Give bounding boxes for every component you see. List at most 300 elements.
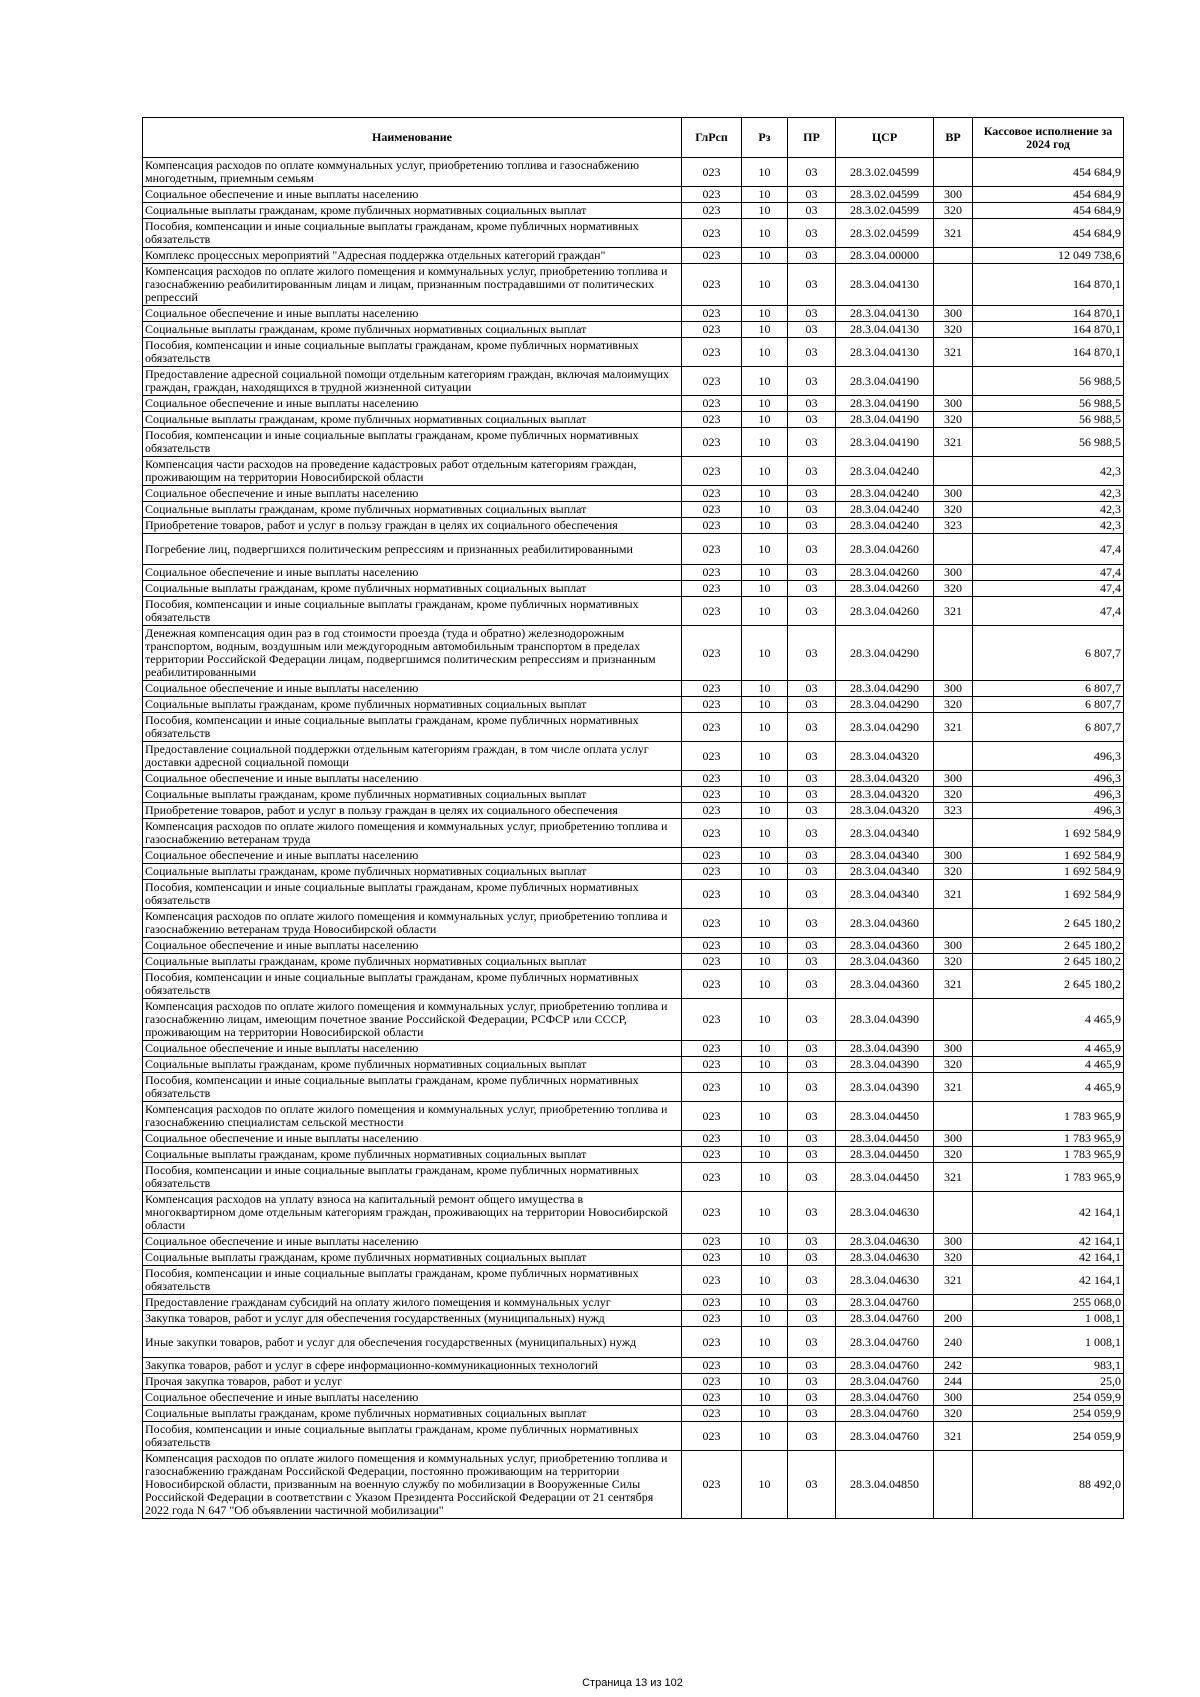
table-row bbox=[143, 970, 1124, 999]
csr-cell: 28.3.04.04450 bbox=[836, 1163, 934, 1192]
vr-cell: 240 bbox=[934, 1327, 973, 1358]
table-row bbox=[143, 1311, 1124, 1327]
glrsp-cell: 023 bbox=[682, 909, 742, 938]
vr-cell: 321 bbox=[934, 1073, 973, 1102]
glrsp-cell: 023 bbox=[682, 248, 742, 264]
glrsp-cell: 023 bbox=[682, 1374, 742, 1390]
amount-cell: 1 783 965,9 bbox=[973, 1131, 1124, 1147]
table-row bbox=[143, 1192, 1124, 1234]
glrsp-cell: 023 bbox=[682, 367, 742, 396]
table-row bbox=[143, 1266, 1124, 1295]
amount-cell: 1 692 584,9 bbox=[973, 848, 1124, 864]
glrsp-cell: 023 bbox=[682, 518, 742, 534]
table-row bbox=[143, 412, 1124, 428]
glrsp-cell: 023 bbox=[682, 1406, 742, 1422]
pr-cell: 03 bbox=[788, 1390, 836, 1406]
name-cell: Компенсация расходов по оплате жилого помещения и коммунальных услуг, приобретению топлива и газоснабжению гражданам Российской Федерации, постоянно проживающим на территории Новосибирской области, призванным на военную службу по мобилизации в Вооруженные Силы Российской Федерации в соответствии с Указом Президента Российской Федерации от 21 сентября 2022 года N 647 "Об объявлении частичной мобилизации" bbox=[143, 1451, 682, 1519]
csr-cell: 28.3.04.04240 bbox=[836, 457, 934, 486]
glrsp-cell: 023 bbox=[682, 626, 742, 681]
glrsp-cell: 023 bbox=[682, 864, 742, 880]
table-row bbox=[143, 909, 1124, 938]
csr-cell: 28.3.04.04290 bbox=[836, 626, 934, 681]
glrsp-cell: 023 bbox=[682, 396, 742, 412]
header-rz: Рз bbox=[742, 118, 788, 158]
name-cell: Социальные выплаты гражданам, кроме публичных нормативных социальных выплат bbox=[143, 203, 682, 219]
vr-cell: 320 bbox=[934, 1250, 973, 1266]
pr-cell: 03 bbox=[788, 187, 836, 203]
vr-cell: 321 bbox=[934, 1163, 973, 1192]
pr-cell: 03 bbox=[788, 219, 836, 248]
table-row bbox=[143, 697, 1124, 713]
glrsp-cell: 023 bbox=[682, 1192, 742, 1234]
rz-cell: 10 bbox=[742, 742, 788, 771]
table-row bbox=[143, 203, 1124, 219]
vr-cell: 320 bbox=[934, 1147, 973, 1163]
glrsp-cell: 023 bbox=[682, 457, 742, 486]
table-row bbox=[143, 771, 1124, 787]
glrsp-cell: 023 bbox=[682, 1073, 742, 1102]
csr-cell: 28.3.04.04290 bbox=[836, 713, 934, 742]
rz-cell: 10 bbox=[742, 954, 788, 970]
table-row bbox=[143, 1234, 1124, 1250]
vr-cell bbox=[934, 909, 973, 938]
rz-cell: 10 bbox=[742, 219, 788, 248]
name-cell: Социальное обеспечение и иные выплаты населению bbox=[143, 1390, 682, 1406]
name-cell: Социальное обеспечение и иные выплаты населению bbox=[143, 565, 682, 581]
pr-cell: 03 bbox=[788, 1234, 836, 1250]
name-cell: Социальное обеспечение и иные выплаты населению bbox=[143, 1131, 682, 1147]
name-cell: Социальное обеспечение и иные выплаты населению bbox=[143, 681, 682, 697]
rz-cell: 10 bbox=[742, 771, 788, 787]
rz-cell: 10 bbox=[742, 1374, 788, 1390]
csr-cell: 28.3.04.04340 bbox=[836, 880, 934, 909]
glrsp-cell: 023 bbox=[682, 1131, 742, 1147]
name-cell: Пособия, компенсации и иные социальные выплаты гражданам, кроме публичных нормативных обязательств bbox=[143, 1163, 682, 1192]
glrsp-cell: 023 bbox=[682, 742, 742, 771]
table-row bbox=[143, 322, 1124, 338]
vr-cell: 323 bbox=[934, 803, 973, 819]
pr-cell: 03 bbox=[788, 203, 836, 219]
table-row bbox=[143, 1147, 1124, 1163]
table-row bbox=[143, 848, 1124, 864]
header-amount: Кассовое исполнение за 2024 год bbox=[973, 118, 1124, 158]
rz-cell: 10 bbox=[742, 338, 788, 367]
csr-cell: 28.3.04.04290 bbox=[836, 697, 934, 713]
glrsp-cell: 023 bbox=[682, 219, 742, 248]
table-row bbox=[143, 565, 1124, 581]
rz-cell: 10 bbox=[742, 1358, 788, 1374]
vr-cell: 321 bbox=[934, 597, 973, 626]
rz-cell: 10 bbox=[742, 158, 788, 187]
amount-cell: 88 492,0 bbox=[973, 1451, 1124, 1519]
amount-cell: 164 870,1 bbox=[973, 338, 1124, 367]
name-cell: Закупка товаров, работ и услуг для обеспечения государственных (муниципальных) нужд bbox=[143, 1311, 682, 1327]
table-row bbox=[143, 954, 1124, 970]
name-cell: Компенсация расходов по оплате жилого помещения и коммунальных услуг, приобретению топлива и газоснабжению ветеранам труда Новосибирской области bbox=[143, 909, 682, 938]
csr-cell: 28.3.04.04760 bbox=[836, 1406, 934, 1422]
rz-cell: 10 bbox=[742, 248, 788, 264]
rz-cell: 10 bbox=[742, 322, 788, 338]
amount-cell: 42 164,1 bbox=[973, 1234, 1124, 1250]
pr-cell: 03 bbox=[788, 848, 836, 864]
amount-cell: 47,4 bbox=[973, 597, 1124, 626]
rz-cell: 10 bbox=[742, 1234, 788, 1250]
header-vr: ВР bbox=[934, 118, 973, 158]
glrsp-cell: 023 bbox=[682, 848, 742, 864]
name-cell: Приобретение товаров, работ и услуг в пользу граждан в целях их социального обеспечения bbox=[143, 518, 682, 534]
pr-cell: 03 bbox=[788, 742, 836, 771]
pr-cell: 03 bbox=[788, 864, 836, 880]
csr-cell: 28.3.04.04760 bbox=[836, 1422, 934, 1451]
vr-cell: 300 bbox=[934, 1234, 973, 1250]
table-row bbox=[143, 1073, 1124, 1102]
rz-cell: 10 bbox=[742, 864, 788, 880]
vr-cell: 321 bbox=[934, 713, 973, 742]
vr-cell: 320 bbox=[934, 581, 973, 597]
amount-cell: 42,3 bbox=[973, 502, 1124, 518]
rz-cell: 10 bbox=[742, 534, 788, 565]
table-row bbox=[143, 1250, 1124, 1266]
pr-cell: 03 bbox=[788, 486, 836, 502]
csr-cell: 28.3.04.04360 bbox=[836, 954, 934, 970]
rz-cell: 10 bbox=[742, 1422, 788, 1451]
csr-cell: 28.3.04.04290 bbox=[836, 681, 934, 697]
pr-cell: 03 bbox=[788, 803, 836, 819]
name-cell: Социальные выплаты гражданам, кроме публичных нормативных социальных выплат bbox=[143, 1250, 682, 1266]
name-cell: Пособия, компенсации и иные социальные выплаты гражданам, кроме публичных нормативных обязательств bbox=[143, 428, 682, 457]
glrsp-cell: 023 bbox=[682, 1163, 742, 1192]
table-row bbox=[143, 396, 1124, 412]
name-cell: Пособия, компенсации и иные социальные выплаты гражданам, кроме публичных нормативных обязательств bbox=[143, 219, 682, 248]
pr-cell: 03 bbox=[788, 1295, 836, 1311]
glrsp-cell: 023 bbox=[682, 1057, 742, 1073]
pr-cell: 03 bbox=[788, 1422, 836, 1451]
amount-cell: 2 645 180,2 bbox=[973, 909, 1124, 938]
vr-cell: 320 bbox=[934, 864, 973, 880]
vr-cell: 321 bbox=[934, 1422, 973, 1451]
amount-cell: 47,4 bbox=[973, 565, 1124, 581]
amount-cell: 1 783 965,9 bbox=[973, 1163, 1124, 1192]
name-cell: Предоставление адресной социальной помощи отдельным категориям граждан, включая малоимущих граждан, граждан, находящихся в трудной жизненной ситуации bbox=[143, 367, 682, 396]
vr-cell bbox=[934, 626, 973, 681]
glrsp-cell: 023 bbox=[682, 970, 742, 999]
name-cell: Социальное обеспечение и иные выплаты населению bbox=[143, 486, 682, 502]
amount-cell: 255 068,0 bbox=[973, 1295, 1124, 1311]
pr-cell: 03 bbox=[788, 1451, 836, 1519]
glrsp-cell: 023 bbox=[682, 1147, 742, 1163]
table-row bbox=[143, 158, 1124, 187]
amount-cell: 42 164,1 bbox=[973, 1250, 1124, 1266]
pr-cell: 03 bbox=[788, 681, 836, 697]
rz-cell: 10 bbox=[742, 518, 788, 534]
pr-cell: 03 bbox=[788, 1358, 836, 1374]
rz-cell: 10 bbox=[742, 803, 788, 819]
name-cell: Пособия, компенсации и иные социальные выплаты гражданам, кроме публичных нормативных обязательств bbox=[143, 1073, 682, 1102]
pr-cell: 03 bbox=[788, 412, 836, 428]
amount-cell: 2 645 180,2 bbox=[973, 938, 1124, 954]
csr-cell: 28.3.04.04240 bbox=[836, 518, 934, 534]
csr-cell: 28.3.04.04320 bbox=[836, 771, 934, 787]
table-row bbox=[143, 486, 1124, 502]
glrsp-cell: 023 bbox=[682, 322, 742, 338]
glrsp-cell: 023 bbox=[682, 999, 742, 1041]
vr-cell: 320 bbox=[934, 1406, 973, 1422]
vr-cell: 200 bbox=[934, 1311, 973, 1327]
amount-cell: 496,3 bbox=[973, 742, 1124, 771]
amount-cell: 454 684,9 bbox=[973, 158, 1124, 187]
amount-cell: 42 164,1 bbox=[973, 1266, 1124, 1295]
amount-cell: 1 692 584,9 bbox=[973, 819, 1124, 848]
csr-cell: 28.3.04.04360 bbox=[836, 938, 934, 954]
csr-cell: 28.3.04.04360 bbox=[836, 909, 934, 938]
rz-cell: 10 bbox=[742, 396, 788, 412]
csr-cell: 28.3.04.04190 bbox=[836, 412, 934, 428]
rz-cell: 10 bbox=[742, 938, 788, 954]
vr-cell: 300 bbox=[934, 938, 973, 954]
name-cell: Пособия, компенсации и иные социальные выплаты гражданам, кроме публичных нормативных обязательств bbox=[143, 1266, 682, 1295]
pr-cell: 03 bbox=[788, 880, 836, 909]
csr-cell: 28.3.04.04340 bbox=[836, 848, 934, 864]
name-cell: Компенсация расходов по оплате коммунальных услуг, приобретению топлива и газоснабжению многодетным, приемным семьям bbox=[143, 158, 682, 187]
csr-cell: 28.3.04.04450 bbox=[836, 1131, 934, 1147]
glrsp-cell: 023 bbox=[682, 681, 742, 697]
table-row bbox=[143, 713, 1124, 742]
csr-cell: 28.3.04.04760 bbox=[836, 1358, 934, 1374]
amount-cell: 983,1 bbox=[973, 1358, 1124, 1374]
vr-cell: 300 bbox=[934, 565, 973, 581]
pr-cell: 03 bbox=[788, 158, 836, 187]
amount-cell: 2 645 180,2 bbox=[973, 970, 1124, 999]
amount-cell: 496,3 bbox=[973, 771, 1124, 787]
csr-cell: 28.3.04.04630 bbox=[836, 1192, 934, 1234]
vr-cell: 321 bbox=[934, 428, 973, 457]
amount-cell: 1 692 584,9 bbox=[973, 880, 1124, 909]
vr-cell: 320 bbox=[934, 203, 973, 219]
glrsp-cell: 023 bbox=[682, 771, 742, 787]
amount-cell: 4 465,9 bbox=[973, 1041, 1124, 1057]
pr-cell: 03 bbox=[788, 1073, 836, 1102]
name-cell: Социальное обеспечение и иные выплаты населению bbox=[143, 1041, 682, 1057]
table-row bbox=[143, 1422, 1124, 1451]
name-cell: Социальные выплаты гражданам, кроме публичных нормативных социальных выплат bbox=[143, 502, 682, 518]
rz-cell: 10 bbox=[742, 697, 788, 713]
pr-cell: 03 bbox=[788, 1147, 836, 1163]
vr-cell bbox=[934, 1295, 973, 1311]
vr-cell bbox=[934, 1451, 973, 1519]
pr-cell: 03 bbox=[788, 1250, 836, 1266]
rz-cell: 10 bbox=[742, 1192, 788, 1234]
glrsp-cell: 023 bbox=[682, 1250, 742, 1266]
table-row bbox=[143, 803, 1124, 819]
amount-cell: 6 807,7 bbox=[973, 713, 1124, 742]
vr-cell: 320 bbox=[934, 787, 973, 803]
rz-cell: 10 bbox=[742, 1295, 788, 1311]
amount-cell: 47,4 bbox=[973, 581, 1124, 597]
csr-cell: 28.3.04.04360 bbox=[836, 970, 934, 999]
csr-cell: 28.3.04.04320 bbox=[836, 787, 934, 803]
amount-cell: 496,3 bbox=[973, 787, 1124, 803]
rz-cell: 10 bbox=[742, 1147, 788, 1163]
glrsp-cell: 023 bbox=[682, 502, 742, 518]
table-row bbox=[143, 502, 1124, 518]
name-cell: Социальные выплаты гражданам, кроме публичных нормативных социальных выплат bbox=[143, 1057, 682, 1073]
vr-cell: 300 bbox=[934, 187, 973, 203]
amount-cell: 1 008,1 bbox=[973, 1327, 1124, 1358]
vr-cell: 300 bbox=[934, 486, 973, 502]
rz-cell: 10 bbox=[742, 681, 788, 697]
csr-cell: 28.3.04.04340 bbox=[836, 819, 934, 848]
csr-cell: 28.3.02.04599 bbox=[836, 158, 934, 187]
table-row bbox=[143, 1406, 1124, 1422]
budget-execution-table bbox=[142, 117, 1124, 1519]
amount-cell: 56 988,5 bbox=[973, 367, 1124, 396]
csr-cell: 28.3.04.04190 bbox=[836, 367, 934, 396]
pr-cell: 03 bbox=[788, 1131, 836, 1147]
csr-cell: 28.3.04.04760 bbox=[836, 1295, 934, 1311]
name-cell: Денежная компенсация один раз в год стоимости проезда (туда и обратно) железнодорожным транспортом, водным, воздушным или междугородным автомобильным транспортом в пределах территории Российской Федерации лицам, подвергшимся политическим репрессиям и признанным реабилитированными bbox=[143, 626, 682, 681]
vr-cell: 321 bbox=[934, 880, 973, 909]
table-row bbox=[143, 428, 1124, 457]
vr-cell: 242 bbox=[934, 1358, 973, 1374]
rz-cell: 10 bbox=[742, 1327, 788, 1358]
table-row bbox=[143, 1131, 1124, 1147]
vr-cell bbox=[934, 999, 973, 1041]
glrsp-cell: 023 bbox=[682, 1390, 742, 1406]
rz-cell: 10 bbox=[742, 970, 788, 999]
csr-cell: 28.3.04.04190 bbox=[836, 428, 934, 457]
name-cell: Социальные выплаты гражданам, кроме публичных нормативных социальных выплат bbox=[143, 1147, 682, 1163]
rz-cell: 10 bbox=[742, 597, 788, 626]
rz-cell: 10 bbox=[742, 1250, 788, 1266]
rz-cell: 10 bbox=[742, 880, 788, 909]
csr-cell: 28.3.04.00000 bbox=[836, 248, 934, 264]
amount-cell: 42,3 bbox=[973, 486, 1124, 502]
glrsp-cell: 023 bbox=[682, 1102, 742, 1131]
vr-cell bbox=[934, 534, 973, 565]
rz-cell: 10 bbox=[742, 1102, 788, 1131]
header-name: Наименование bbox=[143, 118, 682, 158]
rz-cell: 10 bbox=[742, 1311, 788, 1327]
amount-cell: 496,3 bbox=[973, 803, 1124, 819]
rz-cell: 10 bbox=[742, 1057, 788, 1073]
amount-cell: 164 870,1 bbox=[973, 264, 1124, 306]
csr-cell: 28.3.04.04130 bbox=[836, 322, 934, 338]
pr-cell: 03 bbox=[788, 1102, 836, 1131]
csr-cell: 28.3.04.04130 bbox=[836, 306, 934, 322]
rz-cell: 10 bbox=[742, 457, 788, 486]
glrsp-cell: 023 bbox=[682, 880, 742, 909]
amount-cell: 12 049 738,6 bbox=[973, 248, 1124, 264]
table-row bbox=[143, 787, 1124, 803]
pr-cell: 03 bbox=[788, 1406, 836, 1422]
name-cell: Социальные выплаты гражданам, кроме публичных нормативных социальных выплат bbox=[143, 864, 682, 880]
page-number: Страница 13 из 102 bbox=[582, 1677, 683, 1689]
vr-cell: 320 bbox=[934, 697, 973, 713]
glrsp-cell: 023 bbox=[682, 938, 742, 954]
glrsp-cell: 023 bbox=[682, 264, 742, 306]
csr-cell: 28.3.04.04260 bbox=[836, 581, 934, 597]
pr-cell: 03 bbox=[788, 787, 836, 803]
rz-cell: 10 bbox=[742, 909, 788, 938]
vr-cell: 300 bbox=[934, 1041, 973, 1057]
table-row bbox=[143, 681, 1124, 697]
pr-cell: 03 bbox=[788, 565, 836, 581]
amount-cell: 454 684,9 bbox=[973, 219, 1124, 248]
name-cell: Социальные выплаты гражданам, кроме публичных нормативных социальных выплат bbox=[143, 954, 682, 970]
amount-cell: 1 692 584,9 bbox=[973, 864, 1124, 880]
amount-cell: 6 807,7 bbox=[973, 681, 1124, 697]
vr-cell bbox=[934, 158, 973, 187]
name-cell: Закупка товаров, работ и услуг в сфере информационно-коммуникационных технологий bbox=[143, 1358, 682, 1374]
table-row bbox=[143, 306, 1124, 322]
glrsp-cell: 023 bbox=[682, 713, 742, 742]
name-cell: Социальное обеспечение и иные выплаты населению bbox=[143, 771, 682, 787]
csr-cell: 28.3.02.04599 bbox=[836, 203, 934, 219]
vr-cell: 300 bbox=[934, 1131, 973, 1147]
glrsp-cell: 023 bbox=[682, 697, 742, 713]
amount-cell: 1 783 965,9 bbox=[973, 1147, 1124, 1163]
rz-cell: 10 bbox=[742, 819, 788, 848]
amount-cell: 254 059,9 bbox=[973, 1390, 1124, 1406]
table-row bbox=[143, 534, 1124, 565]
name-cell: Социальное обеспечение и иные выплаты населению bbox=[143, 187, 682, 203]
rz-cell: 10 bbox=[742, 626, 788, 681]
rz-cell: 10 bbox=[742, 367, 788, 396]
pr-cell: 03 bbox=[788, 367, 836, 396]
vr-cell: 300 bbox=[934, 396, 973, 412]
name-cell: Предоставление гражданам субсидий на оплату жилого помещения и коммунальных услуг bbox=[143, 1295, 682, 1311]
glrsp-cell: 023 bbox=[682, 597, 742, 626]
vr-cell: 300 bbox=[934, 1390, 973, 1406]
rz-cell: 10 bbox=[742, 187, 788, 203]
table-row bbox=[143, 1102, 1124, 1131]
pr-cell: 03 bbox=[788, 502, 836, 518]
pr-cell: 03 bbox=[788, 1041, 836, 1057]
table-row bbox=[143, 626, 1124, 681]
glrsp-cell: 023 bbox=[682, 1266, 742, 1295]
table-row bbox=[143, 457, 1124, 486]
table-row bbox=[143, 597, 1124, 626]
csr-cell: 28.3.04.04630 bbox=[836, 1266, 934, 1295]
rz-cell: 10 bbox=[742, 306, 788, 322]
name-cell: Пособия, компенсации и иные социальные выплаты гражданам, кроме публичных нормативных обязательств bbox=[143, 713, 682, 742]
vr-cell: 320 bbox=[934, 322, 973, 338]
table-row bbox=[143, 938, 1124, 954]
rz-cell: 10 bbox=[742, 1163, 788, 1192]
vr-cell bbox=[934, 264, 973, 306]
pr-cell: 03 bbox=[788, 322, 836, 338]
table-row bbox=[143, 1374, 1124, 1390]
glrsp-cell: 023 bbox=[682, 306, 742, 322]
glrsp-cell: 023 bbox=[682, 1358, 742, 1374]
name-cell: Социальное обеспечение и иные выплаты населению bbox=[143, 938, 682, 954]
glrsp-cell: 023 bbox=[682, 428, 742, 457]
amount-cell: 42,3 bbox=[973, 518, 1124, 534]
table-row bbox=[143, 1163, 1124, 1192]
rz-cell: 10 bbox=[742, 1390, 788, 1406]
pr-cell: 03 bbox=[788, 534, 836, 565]
rz-cell: 10 bbox=[742, 565, 788, 581]
amount-cell: 164 870,1 bbox=[973, 306, 1124, 322]
rz-cell: 10 bbox=[742, 428, 788, 457]
csr-cell: 28.3.04.04450 bbox=[836, 1147, 934, 1163]
csr-cell: 28.3.02.04599 bbox=[836, 187, 934, 203]
vr-cell: 320 bbox=[934, 1057, 973, 1073]
name-cell: Компенсация расходов на уплату взноса на капитальный ремонт общего имущества в многоквартирном доме отдельным категориям граждан, проживающих на территории Новосибирской области bbox=[143, 1192, 682, 1234]
glrsp-cell: 023 bbox=[682, 1327, 742, 1358]
vr-cell: 300 bbox=[934, 681, 973, 697]
rz-cell: 10 bbox=[742, 999, 788, 1041]
